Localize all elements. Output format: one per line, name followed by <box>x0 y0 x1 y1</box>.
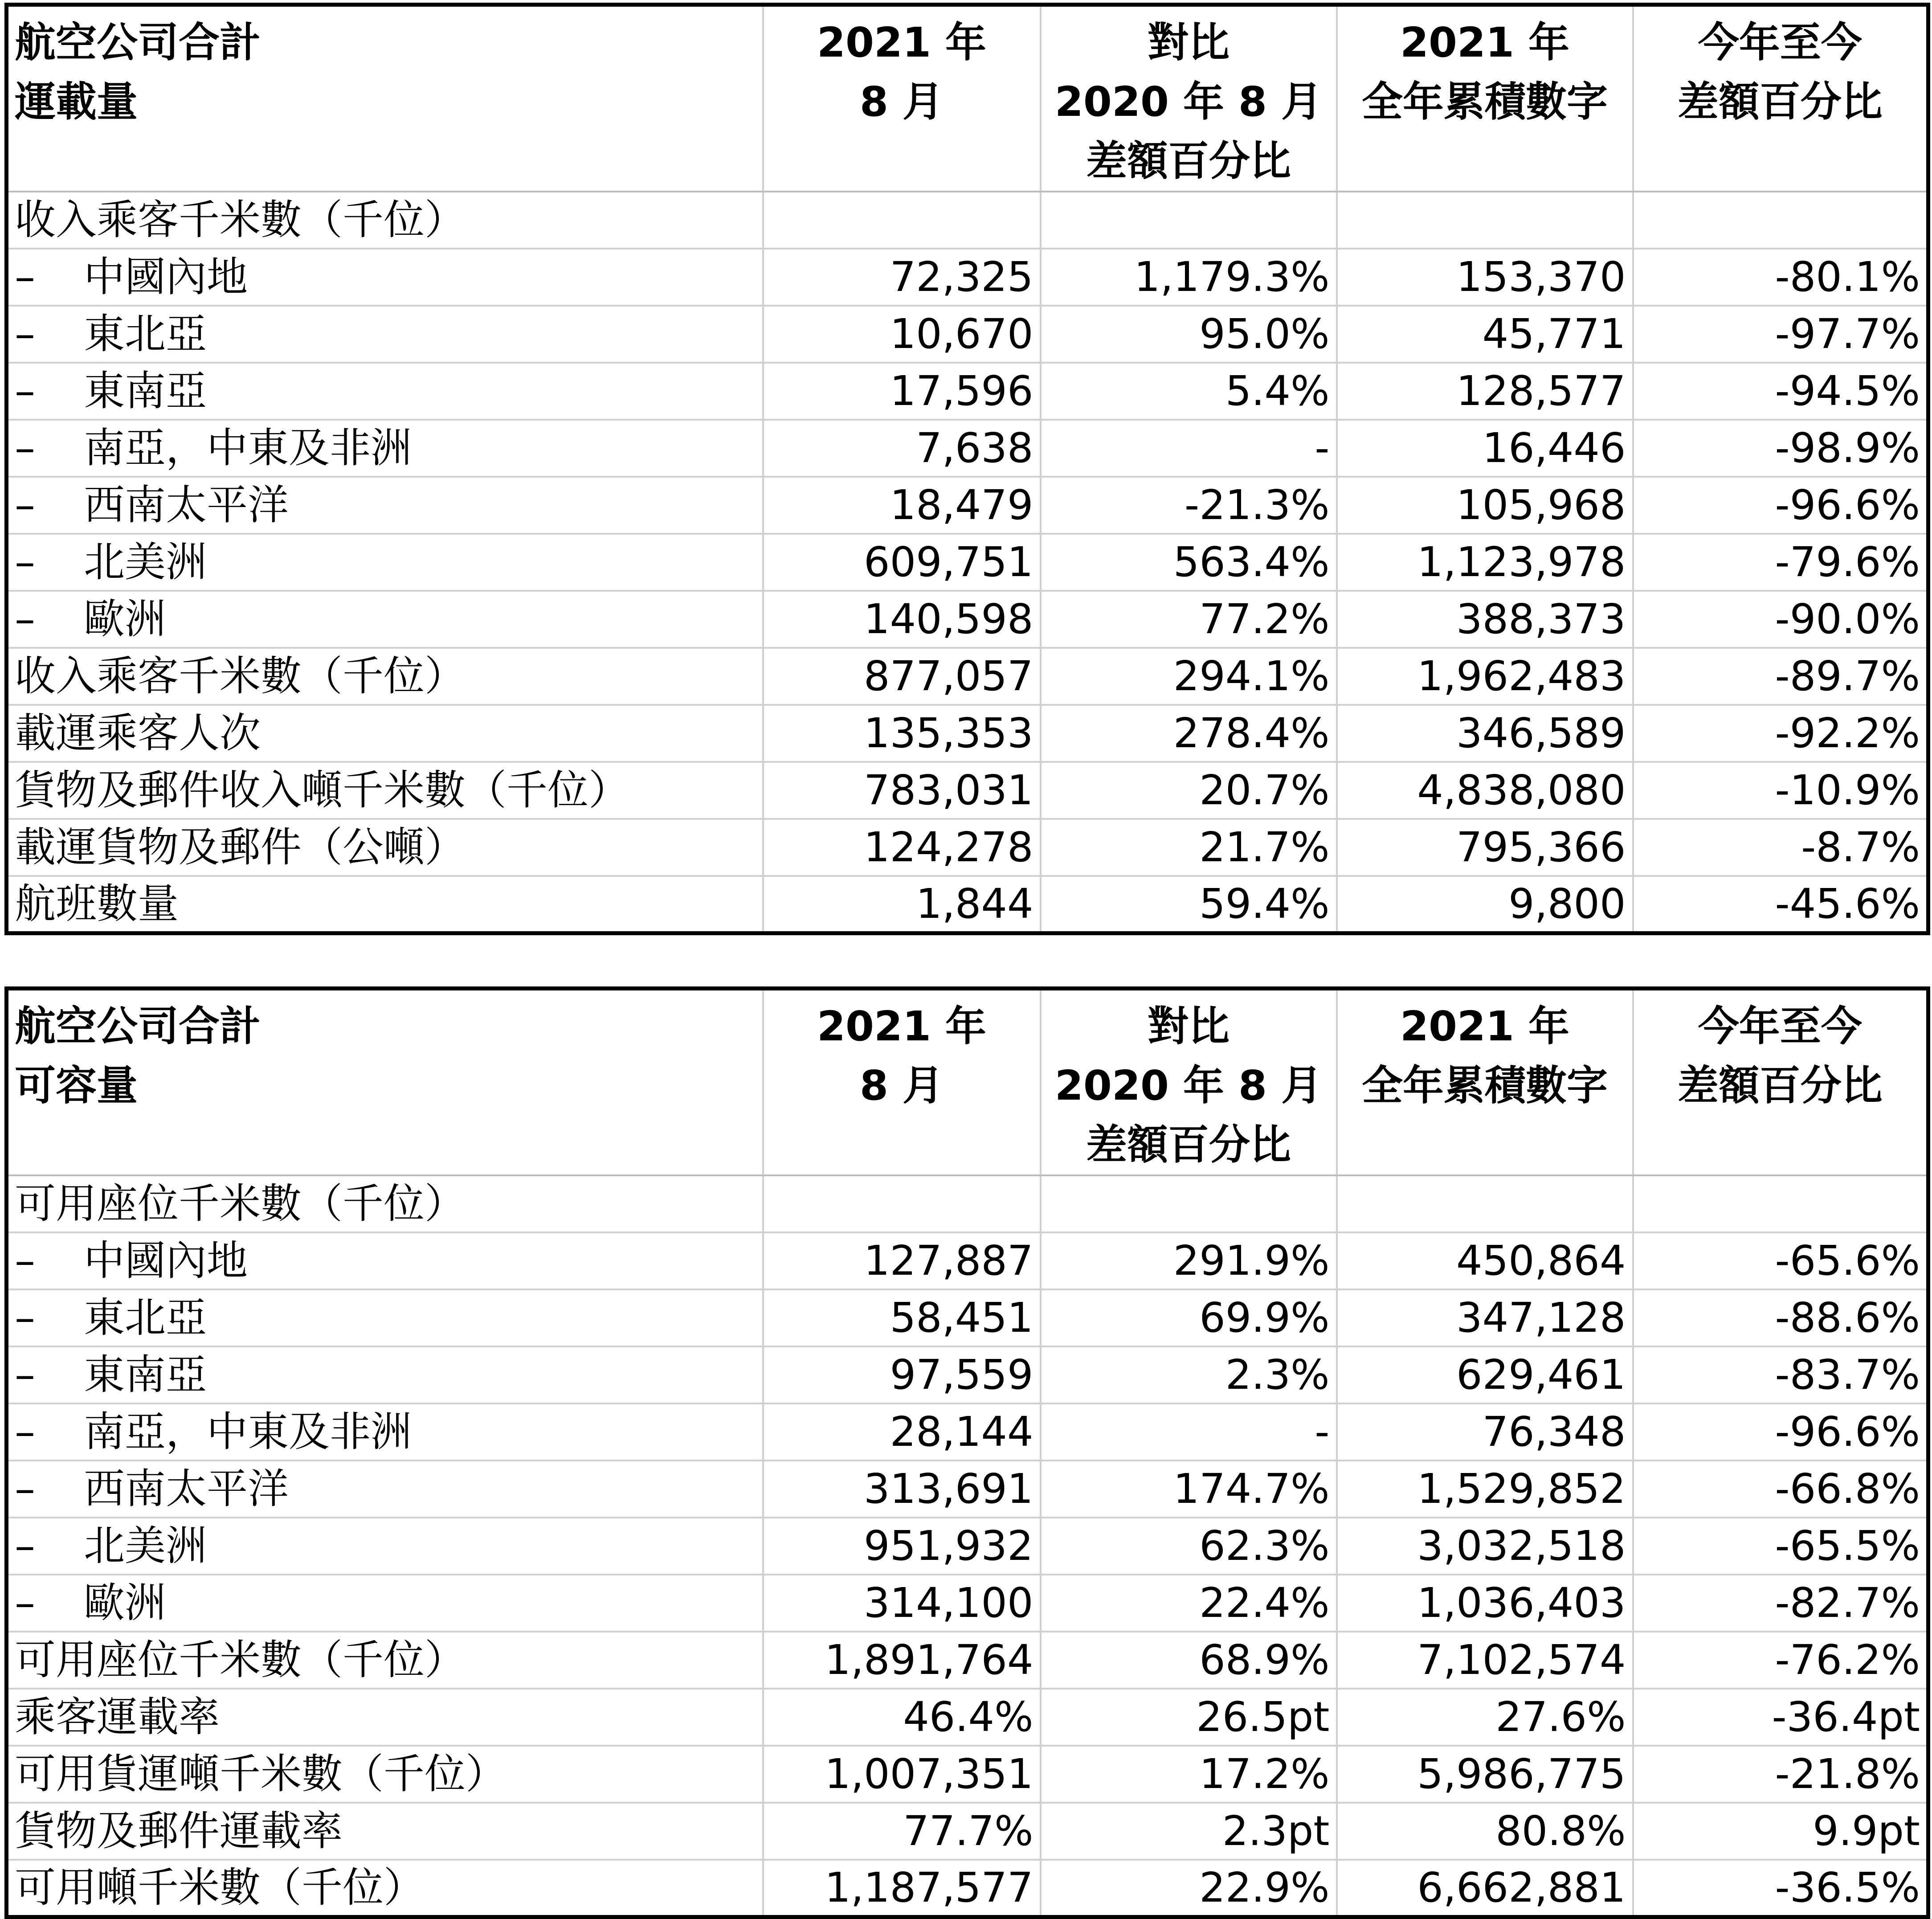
sub-item-dash: – <box>15 253 35 301</box>
month-value: 1,007,351 <box>763 1746 1041 1803</box>
capacity-section-row <box>7 1175 1928 1232</box>
table-row <box>7 1403 1928 1461</box>
header-line: 8 月 <box>859 78 944 126</box>
header-line: 今年至今 <box>1698 19 1862 66</box>
sub-item-dash: – <box>15 1351 35 1399</box>
month-value: 17,596 <box>763 363 1041 420</box>
table-row <box>7 1232 1928 1289</box>
vs-last-year-value: 26.5pt <box>1041 1689 1337 1746</box>
row-label-cell <box>7 1746 763 1803</box>
month-value: 77.7% <box>763 1803 1041 1860</box>
month-value: 72,325 <box>763 249 1041 306</box>
ytd-value: 9,800 <box>1337 876 1633 933</box>
traffic-title-line1: 航空公司合計 <box>15 19 261 66</box>
table-row <box>7 1803 1928 1860</box>
row-label: 北美洲 <box>84 538 207 586</box>
traffic-title-cell <box>7 5 763 192</box>
ytd-diff-value: -96.6% <box>1633 1403 1928 1461</box>
row-label: 航班數量 <box>15 880 179 928</box>
row-label-cell <box>7 420 763 477</box>
traffic-title-line2: 運載量 <box>15 78 138 126</box>
capacity-col-month-header <box>763 989 1041 1176</box>
table-row <box>7 1289 1928 1346</box>
row-label-cell <box>7 1461 763 1518</box>
row-label-cell <box>7 1289 763 1346</box>
table-row <box>7 648 1928 705</box>
row-label-cell <box>7 1632 763 1689</box>
row-label: 載運貨物及郵件（公噸） <box>15 823 466 871</box>
vs-last-year-value: 2.3% <box>1041 1346 1337 1403</box>
ytd-diff-value: -94.5% <box>1633 363 1928 420</box>
table-row <box>7 477 1928 534</box>
sub-item-dash: – <box>15 424 35 472</box>
vs-last-year-value: 20.7% <box>1041 762 1337 819</box>
ytd-value: 76,348 <box>1337 1403 1633 1461</box>
vs-last-year-value: 291.9% <box>1041 1232 1337 1289</box>
sub-item-dash: – <box>15 1465 35 1513</box>
row-label-cell <box>7 1575 763 1632</box>
header-line: 對比 <box>1147 19 1229 66</box>
vs-last-year-value: - <box>1041 1403 1337 1461</box>
ytd-value: 1,529,852 <box>1337 1461 1633 1518</box>
table-row <box>7 1575 1928 1632</box>
table-row <box>7 762 1928 819</box>
ytd-diff-value: -92.2% <box>1633 705 1928 762</box>
header-line: 2020 年 8 月 <box>1054 78 1323 126</box>
sub-item-dash: – <box>15 481 35 529</box>
ytd-diff-value: -83.7% <box>1633 1346 1928 1403</box>
row-label-cell <box>7 648 763 705</box>
vs-last-year-value: 62.3% <box>1041 1518 1337 1575</box>
month-value: 7,638 <box>763 420 1041 477</box>
month-value: 97,559 <box>763 1346 1041 1403</box>
ytd-value: 6,662,881 <box>1337 1860 1633 1917</box>
ytd-value: 629,461 <box>1337 1346 1633 1403</box>
row-label-cell <box>7 705 763 762</box>
traffic-col-ytd-diff-header <box>1633 5 1928 192</box>
table-row <box>7 819 1928 876</box>
header-line: 全年累積數字 <box>1361 1062 1608 1109</box>
ytd-diff-value: -21.8% <box>1633 1746 1928 1803</box>
ytd-diff-value: -36.4pt <box>1633 1689 1928 1746</box>
row-label: 南亞，中東及非洲 <box>84 424 412 472</box>
row-label: 可用貨運噸千米數（千位） <box>15 1750 507 1798</box>
vs-last-year-value: 59.4% <box>1041 876 1337 933</box>
table-row <box>7 876 1928 933</box>
table-row <box>7 363 1928 420</box>
row-label-cell <box>7 819 763 876</box>
month-value: 28,144 <box>763 1403 1041 1461</box>
vs-last-year-value: 278.4% <box>1041 705 1337 762</box>
ytd-value: 45,771 <box>1337 306 1633 363</box>
capacity-header-row <box>7 989 1928 1176</box>
vs-last-year-value: 17.2% <box>1041 1746 1337 1803</box>
ytd-diff-value: -88.6% <box>1633 1289 1928 1346</box>
row-label: 東北亞 <box>84 1294 207 1342</box>
ytd-diff-value: -36.5% <box>1633 1860 1928 1917</box>
row-label: 歐洲 <box>84 595 166 643</box>
table-row <box>7 1461 1928 1518</box>
sub-item-dash: – <box>15 1408 35 1456</box>
month-value: 140,598 <box>763 591 1041 648</box>
empty-cell <box>1041 1175 1337 1232</box>
sub-item-dash: – <box>15 1522 35 1570</box>
row-label-cell <box>7 534 763 591</box>
empty-cell <box>1041 192 1337 249</box>
table-row <box>7 591 1928 648</box>
ytd-value: 795,366 <box>1337 819 1633 876</box>
row-label: 歐洲 <box>84 1579 166 1627</box>
capacity-title-line1: 航空公司合計 <box>15 1002 261 1050</box>
ytd-diff-value: -8.7% <box>1633 819 1928 876</box>
header-line: 2020 年 8 月 <box>1054 1062 1323 1109</box>
traffic-data-rows <box>7 249 1928 933</box>
header-line: 差額百分比 <box>1086 1121 1291 1169</box>
capacity-title-cell <box>7 989 763 1176</box>
capacity-table <box>4 986 1930 1919</box>
row-label-cell <box>7 1346 763 1403</box>
capacity-title-line2: 可容量 <box>15 1062 138 1109</box>
ytd-diff-value: -89.7% <box>1633 648 1928 705</box>
header-line: 今年至今 <box>1698 1002 1862 1050</box>
empty-cell <box>1633 192 1928 249</box>
row-label-cell <box>7 1232 763 1289</box>
row-label: 收入乘客千米數（千位） <box>15 652 466 700</box>
month-value: 609,751 <box>763 534 1041 591</box>
ytd-value: 153,370 <box>1337 249 1633 306</box>
vs-last-year-value: 294.1% <box>1041 648 1337 705</box>
row-label: 可用座位千米數（千位） <box>15 1636 466 1684</box>
ytd-value: 450,864 <box>1337 1232 1633 1289</box>
header-line: 差額百分比 <box>1086 137 1291 185</box>
row-label-cell <box>7 249 763 306</box>
row-label-cell <box>7 306 763 363</box>
ytd-diff-value: -65.5% <box>1633 1518 1928 1575</box>
ytd-value: 388,373 <box>1337 591 1633 648</box>
ytd-value: 27.6% <box>1337 1689 1633 1746</box>
sub-item-dash: – <box>15 1579 35 1627</box>
row-label: 中國內地 <box>84 253 248 301</box>
month-value: 1,844 <box>763 876 1041 933</box>
ytd-value: 3,032,518 <box>1337 1518 1633 1575</box>
row-label: 西南太平洋 <box>84 481 289 529</box>
month-value: 135,353 <box>763 705 1041 762</box>
ytd-value: 16,446 <box>1337 420 1633 477</box>
vs-last-year-value: 563.4% <box>1041 534 1337 591</box>
row-label: 北美洲 <box>84 1522 207 1570</box>
table-row <box>7 1746 1928 1803</box>
vs-last-year-value: 77.2% <box>1041 591 1337 648</box>
traffic-header-row <box>7 5 1928 192</box>
ytd-diff-value: -45.6% <box>1633 876 1928 933</box>
table-row <box>7 1346 1928 1403</box>
month-value: 10,670 <box>763 306 1041 363</box>
header-line: 2021 年 <box>1400 19 1570 66</box>
traffic-col-vs-header <box>1041 5 1337 192</box>
vs-last-year-value: 22.4% <box>1041 1575 1337 1632</box>
sub-item-dash: – <box>15 310 35 358</box>
ytd-value: 5,986,775 <box>1337 1746 1633 1803</box>
table-row <box>7 306 1928 363</box>
empty-cell <box>1337 1175 1633 1232</box>
row-label-cell <box>7 762 763 819</box>
ytd-value: 7,102,574 <box>1337 1632 1633 1689</box>
ytd-diff-value: -76.2% <box>1633 1632 1928 1689</box>
vs-last-year-value: 95.0% <box>1041 306 1337 363</box>
month-value: 46.4% <box>763 1689 1041 1746</box>
month-value: 1,891,764 <box>763 1632 1041 1689</box>
header-line: 2021 年 <box>817 19 987 66</box>
table-row <box>7 705 1928 762</box>
row-label: 貨物及郵件運載率 <box>15 1807 343 1855</box>
capacity-col-ytd-header <box>1337 989 1633 1176</box>
row-label: 載運乘客人次 <box>15 709 261 757</box>
traffic-col-ytd-header <box>1337 5 1633 192</box>
ytd-value: 1,123,978 <box>1337 534 1633 591</box>
row-label-cell <box>7 876 763 933</box>
empty-cell <box>763 192 1041 249</box>
ytd-diff-value: -90.0% <box>1633 591 1928 648</box>
vs-last-year-value: 2.3pt <box>1041 1803 1337 1860</box>
row-label: 中國內地 <box>84 1237 248 1285</box>
ytd-diff-value: -82.7% <box>1633 1575 1928 1632</box>
empty-cell <box>1337 192 1633 249</box>
row-label-cell <box>7 477 763 534</box>
capacity-data-rows <box>7 1232 1928 1917</box>
row-label-cell <box>7 363 763 420</box>
ytd-diff-value: -10.9% <box>1633 762 1928 819</box>
table-row <box>7 420 1928 477</box>
vs-last-year-value: - <box>1041 420 1337 477</box>
vs-last-year-value: 69.9% <box>1041 1289 1337 1346</box>
row-label: 貨物及郵件收入噸千米數（千位） <box>15 766 630 814</box>
table-row <box>7 249 1928 306</box>
ytd-diff-value: -80.1% <box>1633 249 1928 306</box>
table-row <box>7 1518 1928 1575</box>
capacity-section-label: 可用座位千米數（千位） <box>7 1175 763 1232</box>
ytd-value: 128,577 <box>1337 363 1633 420</box>
vs-last-year-value: 22.9% <box>1041 1860 1337 1917</box>
capacity-col-ytd-diff-header <box>1633 989 1928 1176</box>
header-line: 對比 <box>1147 1002 1229 1050</box>
month-value: 951,932 <box>763 1518 1041 1575</box>
traffic-table <box>4 3 1930 935</box>
empty-cell <box>1633 1175 1928 1232</box>
ytd-diff-value: -97.7% <box>1633 306 1928 363</box>
row-label: 西南太平洋 <box>84 1465 289 1513</box>
vs-last-year-value: 5.4% <box>1041 363 1337 420</box>
header-line: 全年累積數字 <box>1361 78 1608 126</box>
header-line: 8 月 <box>859 1062 944 1109</box>
month-value: 127,887 <box>763 1232 1041 1289</box>
ytd-value: 346,589 <box>1337 705 1633 762</box>
ytd-diff-value: -96.6% <box>1633 477 1928 534</box>
capacity-col-vs-header <box>1041 989 1337 1176</box>
ytd-diff-value: -98.9% <box>1633 420 1928 477</box>
row-label-cell <box>7 591 763 648</box>
table-row <box>7 1860 1928 1917</box>
ytd-value: 80.8% <box>1337 1803 1633 1860</box>
row-label: 東南亞 <box>84 1351 207 1399</box>
row-label: 乘客運載率 <box>15 1693 220 1741</box>
header-line: 2021 年 <box>817 1002 987 1050</box>
header-line: 差額百分比 <box>1677 1062 1883 1109</box>
ytd-value: 1,036,403 <box>1337 1575 1633 1632</box>
row-label: 可用噸千米數（千位） <box>15 1863 425 1911</box>
ytd-diff-value: -65.6% <box>1633 1232 1928 1289</box>
header-line: 差額百分比 <box>1677 78 1883 126</box>
row-label-cell <box>7 1689 763 1746</box>
ytd-diff-value: -79.6% <box>1633 534 1928 591</box>
month-value: 314,100 <box>763 1575 1041 1632</box>
vs-last-year-value: 68.9% <box>1041 1632 1337 1689</box>
sub-item-dash: – <box>15 367 35 415</box>
month-value: 18,479 <box>763 477 1041 534</box>
vs-last-year-value: 1,179.3% <box>1041 249 1337 306</box>
ytd-value: 4,838,080 <box>1337 762 1633 819</box>
ytd-diff-value: 9.9pt <box>1633 1803 1928 1860</box>
row-label-cell <box>7 1860 763 1917</box>
month-value: 58,451 <box>763 1289 1041 1346</box>
table-row <box>7 1632 1928 1689</box>
row-label-cell <box>7 1518 763 1575</box>
header-line: 2021 年 <box>1400 1002 1570 1050</box>
month-value: 124,278 <box>763 819 1041 876</box>
sub-item-dash: – <box>15 1237 35 1285</box>
vs-last-year-value: -21.3% <box>1041 477 1337 534</box>
row-label-cell <box>7 1803 763 1860</box>
row-label: 南亞，中東及非洲 <box>84 1408 412 1456</box>
month-value: 783,031 <box>763 762 1041 819</box>
ytd-value: 347,128 <box>1337 1289 1633 1346</box>
ytd-value: 1,962,483 <box>1337 648 1633 705</box>
row-label: 東南亞 <box>84 367 207 415</box>
vs-last-year-value: 21.7% <box>1041 819 1337 876</box>
table-row <box>7 1689 1928 1746</box>
sub-item-dash: – <box>15 1294 35 1342</box>
row-label: 東北亞 <box>84 310 207 358</box>
traffic-col-month-header <box>763 5 1041 192</box>
month-value: 313,691 <box>763 1461 1041 1518</box>
sub-item-dash: – <box>15 595 35 643</box>
month-value: 1,187,577 <box>763 1860 1041 1917</box>
sub-item-dash: – <box>15 538 35 586</box>
traffic-section-label: 收入乘客千米數（千位） <box>7 192 763 249</box>
empty-cell <box>763 1175 1041 1232</box>
traffic-section-row <box>7 192 1928 249</box>
table-row <box>7 534 1928 591</box>
vs-last-year-value: 174.7% <box>1041 1461 1337 1518</box>
ytd-value: 105,968 <box>1337 477 1633 534</box>
ytd-diff-value: -66.8% <box>1633 1461 1928 1518</box>
row-label-cell <box>7 1403 763 1461</box>
month-value: 877,057 <box>763 648 1041 705</box>
